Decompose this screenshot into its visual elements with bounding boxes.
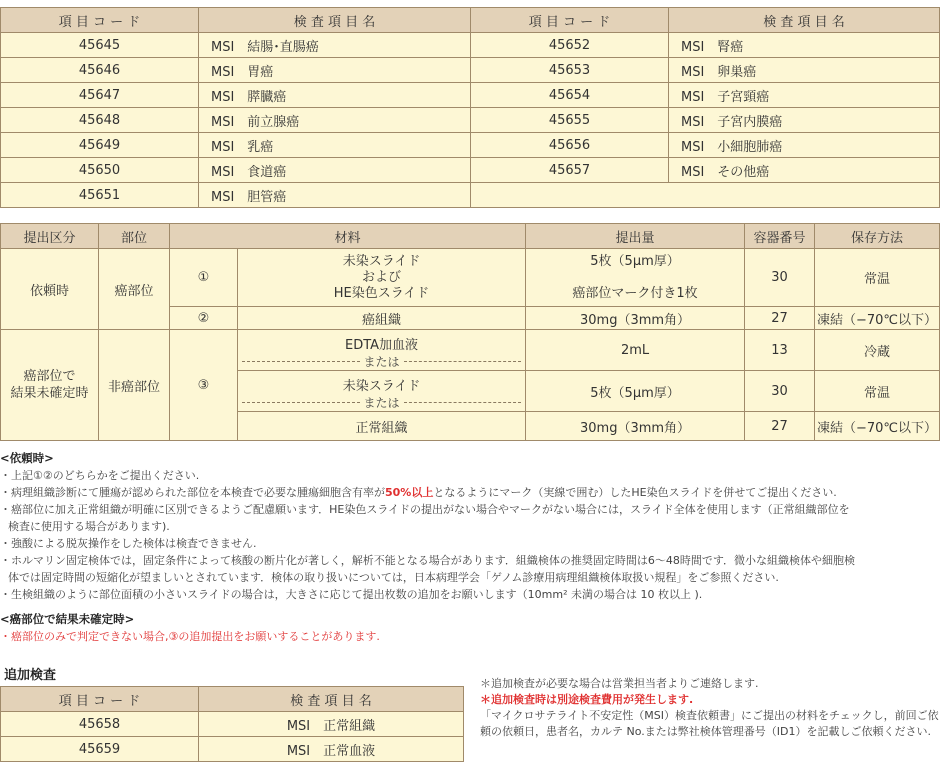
note-line: ・癌部位に加え正常組織が明確に区別できるようご配慮願います．HE染色スライドの提出がない場合やマークがない場合には，スライド全体を使用します（正常組織部位を bbox=[0, 503, 850, 516]
header-amount: 提出量 bbox=[526, 224, 745, 249]
code-cell: 45658 bbox=[1, 712, 199, 737]
highlight-percentage: 50%以上 bbox=[385, 486, 434, 499]
material-cell bbox=[238, 249, 526, 307]
header-code-2: 項 目 コ ー ド bbox=[471, 8, 669, 33]
or-label: または bbox=[363, 355, 400, 369]
name-cell: MSI 胃癌 bbox=[199, 58, 471, 83]
code-cell: 45651 bbox=[1, 183, 199, 208]
table-row bbox=[1, 183, 940, 208]
code-cell: 45650 bbox=[1, 158, 199, 183]
material-line: HE染色スライド bbox=[333, 285, 430, 301]
note-line: ・ホルマリン固定検体では，固定条件によって核酸の断片化が著しく，解析不能となる場合があります．組織検体の推奨固定時間は6〜48時間です．微小な組織検体や細胞検 bbox=[0, 554, 856, 567]
name-cell: MSI 前立腺癌 bbox=[199, 108, 471, 133]
table-row bbox=[1, 58, 940, 83]
note-line: 体では固定時間の短縮化が望ましいとされています．検体の取り扱いについては，日本病理学会「ゲノム診療用病理組織検体取扱い規程」をご参照ください. bbox=[8, 571, 779, 584]
storage-cell: 常温 bbox=[815, 371, 940, 412]
storage-cell: 凍結（−70℃以下） bbox=[815, 307, 940, 330]
table-row bbox=[1, 249, 940, 307]
code-cell: 45645 bbox=[1, 33, 199, 58]
material-line: および bbox=[362, 269, 402, 285]
material-line: 未染スライド bbox=[342, 379, 421, 394]
header-category: 提出区分 bbox=[1, 224, 99, 249]
material-cell: 癌組織 bbox=[238, 307, 526, 330]
code-cell: 45647 bbox=[1, 83, 199, 108]
name-cell: MSI 結腸･直腸癌 bbox=[199, 33, 471, 58]
material-cell bbox=[238, 371, 526, 412]
header-storage: 保存方法 bbox=[815, 224, 940, 249]
code-cell: 45653 bbox=[471, 58, 669, 83]
name-cell: MSI 胆管癌 bbox=[199, 183, 471, 208]
amount-line: 5枚（5μm厚） bbox=[590, 253, 680, 269]
amount-cell bbox=[526, 249, 745, 307]
amount-cell: 5枚（5μm厚） bbox=[526, 371, 745, 412]
table-row bbox=[1, 108, 940, 133]
additional-notes bbox=[480, 676, 940, 740]
amount-line: 癌部位マーク付き1枚 bbox=[572, 285, 698, 301]
note-line: 「マイクロサテライト不安定性（MSI）検査依頼書」にご提出の材料をチェックし，前回ご依頼の依頼日，患者名，カルテ No.または弊社検体管理番号（ID1）を記載しご依頼ください. bbox=[480, 709, 939, 738]
header-name: 検 査 項 目 名 bbox=[199, 687, 464, 712]
code-cell: 45652 bbox=[471, 33, 669, 58]
or-separator bbox=[238, 394, 525, 411]
empty-cell bbox=[471, 183, 940, 208]
amount-cell: 30mg（3mm角） bbox=[526, 307, 745, 330]
note-line: ＊追加検査時は別途検査費用が発生します. bbox=[480, 693, 694, 706]
header-container: 容器番号 bbox=[745, 224, 815, 249]
code-cell: 45655 bbox=[471, 108, 669, 133]
note-line: ・病理組織診断にて腫瘍が認められた部位を本検査で必要な腫瘍細胞含有率が50%以上となるようにマーク（実線で囲む）したHE染色スライドを併せてご提出ください. bbox=[0, 486, 837, 499]
table-row bbox=[1, 133, 940, 158]
site-cell: 非癌部位 bbox=[99, 330, 170, 441]
category-cell bbox=[1, 330, 99, 441]
name-cell: MSI 正常組織 bbox=[199, 712, 464, 737]
note-line: ・強酸による脱灰操作をした検体は検査できません. bbox=[0, 537, 257, 550]
option-mark: ① bbox=[170, 249, 238, 307]
specimen-table bbox=[0, 223, 940, 441]
container-cell: 13 bbox=[745, 330, 815, 371]
code-cell: 45649 bbox=[1, 133, 199, 158]
note-line: ＊追加検査が必要な場合は営業担当者よりご連絡します. bbox=[480, 677, 759, 690]
code-cell: 45659 bbox=[1, 737, 199, 762]
undetermined-heading: <癌部位で結果未確定時> bbox=[0, 612, 135, 626]
header-site: 部位 bbox=[99, 224, 170, 249]
or-separator bbox=[238, 353, 525, 370]
material-line: 未染スライド bbox=[342, 253, 421, 269]
name-cell: MSI 正常血液 bbox=[199, 737, 464, 762]
table-row bbox=[1, 712, 464, 737]
option-mark: ② bbox=[170, 307, 238, 330]
code-cell: 45656 bbox=[471, 133, 669, 158]
material-line: EDTA加血液 bbox=[344, 338, 419, 353]
note-line: ・癌部位のみで判定できない場合,③の追加提出をお願いすることがあります. bbox=[0, 630, 380, 643]
code-cell: 45654 bbox=[471, 83, 669, 108]
name-cell: MSI 子宮頸癌 bbox=[669, 83, 940, 108]
table-row bbox=[1, 83, 940, 108]
table-row bbox=[1, 33, 940, 58]
material-cell: 正常組織 bbox=[238, 412, 526, 441]
name-cell: MSI その他癌 bbox=[669, 158, 940, 183]
additional-title: 追加検査 bbox=[4, 668, 57, 683]
request-notes bbox=[0, 450, 940, 645]
header-name-2: 検 査 項 目 名 bbox=[669, 8, 940, 33]
container-cell: 30 bbox=[745, 371, 815, 412]
amount-cell: 30mg（3mm角） bbox=[526, 412, 745, 441]
header-material: 材料 bbox=[170, 224, 526, 249]
name-cell: MSI 膵臓癌 bbox=[199, 83, 471, 108]
category-cell: 依頼時 bbox=[1, 249, 99, 330]
header-name-1: 検 査 項 目 名 bbox=[199, 8, 471, 33]
site-cell: 癌部位 bbox=[99, 249, 170, 330]
category-line: 癌部位で bbox=[23, 369, 76, 384]
test-code-table bbox=[0, 7, 940, 208]
storage-cell: 常温 bbox=[815, 249, 940, 307]
table-row bbox=[1, 737, 464, 762]
name-cell: MSI 食道癌 bbox=[199, 158, 471, 183]
table-row bbox=[1, 330, 940, 371]
table-row bbox=[1, 158, 940, 183]
name-cell: MSI 乳癌 bbox=[199, 133, 471, 158]
material-cell bbox=[238, 330, 526, 371]
amount-cell: 2mL bbox=[526, 330, 745, 371]
container-cell: 27 bbox=[745, 307, 815, 330]
name-cell: MSI 腎癌 bbox=[669, 33, 940, 58]
note-line: ・生検組織のように部位面積の小さいスライドの場合は，大きさに応じて提出枚数の追加をお願いします（10mm² 未満の場合は 10 枚以上 ). bbox=[0, 588, 703, 601]
storage-cell: 凍結（−70℃以下） bbox=[815, 412, 940, 441]
header-code: 項 目 コ ー ド bbox=[1, 687, 199, 712]
name-cell: MSI 子宮内膜癌 bbox=[669, 108, 940, 133]
note-line: 検査に使用する場合があります). bbox=[8, 520, 170, 533]
option-mark: ③ bbox=[170, 330, 238, 441]
code-cell: 45657 bbox=[471, 158, 669, 183]
note-line: ・上記①②のどちらかをご提出ください. bbox=[0, 469, 200, 482]
name-cell: MSI 卵巣癌 bbox=[669, 58, 940, 83]
container-cell: 30 bbox=[745, 249, 815, 307]
name-cell: MSI 小細胞肺癌 bbox=[669, 133, 940, 158]
code-cell: 45648 bbox=[1, 108, 199, 133]
additional-test-table bbox=[0, 686, 464, 762]
container-cell: 27 bbox=[745, 412, 815, 441]
header-code-1: 項 目 コ ー ド bbox=[1, 8, 199, 33]
code-cell: 45646 bbox=[1, 58, 199, 83]
storage-cell: 冷蔵 bbox=[815, 330, 940, 371]
request-heading: <依頼時> bbox=[0, 451, 54, 465]
or-label: または bbox=[363, 396, 400, 410]
category-line: 結果未確定時 bbox=[10, 386, 89, 401]
